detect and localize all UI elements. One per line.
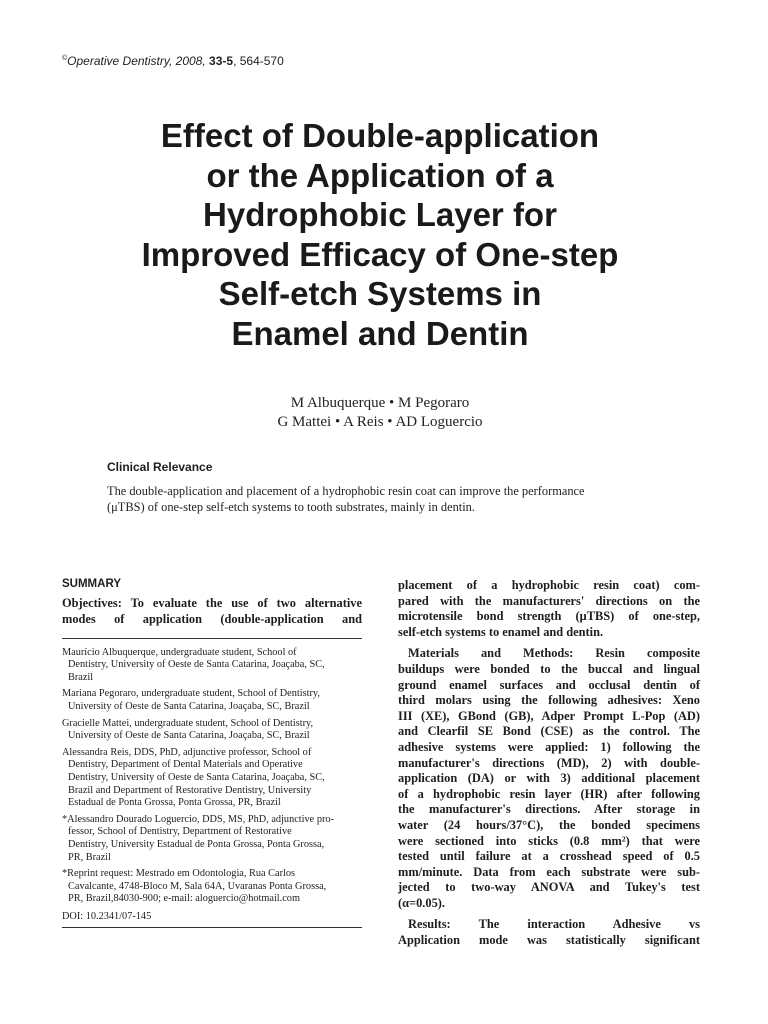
body-line: tested until failure at a crosshead speed of 0.5 bbox=[398, 849, 700, 864]
relevance-line: (μTBS) of one-step self-etch systems to tooth substrates, mainly in dentin. bbox=[107, 500, 475, 514]
summary-heading: SUMMARY bbox=[62, 578, 121, 590]
body-line: water (24 hours/37°C), the bonded specimens bbox=[398, 817, 700, 832]
doi: DOI: 10.2341/07-145 bbox=[62, 910, 152, 922]
objectives-continued bbox=[398, 578, 700, 640]
affiliation-line: Dentistry, Department of Dental Materials and Operative bbox=[68, 759, 303, 771]
affiliation-line: University of Oeste de Santa Catarina, Joaçaba, SC, Brazil bbox=[68, 700, 310, 712]
body-line: buildups were bonded to the buccal and lingual bbox=[398, 661, 700, 676]
body-line: the manufacturer's directions. After storage in bbox=[398, 802, 700, 817]
affiliation-pegoraro bbox=[62, 688, 362, 713]
body-line: third molars using the following adhesives: Xeno bbox=[398, 693, 700, 708]
materials-and-methods bbox=[398, 646, 700, 911]
body-line: and Clearfil SE Bond (CSE) as the control. The bbox=[398, 724, 700, 739]
body-line: pared with the manufacturers' directions on the bbox=[398, 593, 700, 608]
affiliation-line: Cavalcante, 4748-Bloco M, Sala 64A, Uvaranas Ponta Grossa, bbox=[68, 880, 327, 892]
affiliation-line: University of Oeste de Santa Catarina, Joaçaba, SC, Brazil bbox=[68, 730, 310, 742]
affiliation-line: Brazil and Department of Restorative Dentistry, University bbox=[68, 784, 312, 796]
body-line: adhesive systems were applied: 1) following the bbox=[398, 739, 700, 754]
body-line: of a hydrophobic resin layer (HR) after following bbox=[398, 786, 700, 801]
affiliation-line: PR, Brazil,84030-900; e-mail: aloguercio@hotmail.com bbox=[68, 893, 300, 905]
body-line: III (XE), GBond (GB), Adper Prompt L-Pop (AD) bbox=[398, 708, 700, 723]
affiliation-line: Mariana Pegoraro, undergraduate student, School of Dentistry, bbox=[62, 688, 320, 700]
affiliation-albuquerque bbox=[62, 647, 362, 685]
affiliation-reis bbox=[62, 747, 362, 810]
volume-issue: 33-5 bbox=[209, 54, 234, 68]
doi-divider bbox=[62, 927, 362, 928]
title-line: Improved Efficacy of One-step bbox=[141, 235, 619, 273]
body-line: Results: The interaction Adhesive vs bbox=[408, 917, 700, 932]
clinical-relevance-text bbox=[107, 483, 667, 515]
body-line: were sectioned into sticks (0.8 mm²) that were bbox=[398, 833, 700, 848]
affiliation-line: Gracielle Mattei, undergraduate student, School of Dentistry, bbox=[62, 717, 314, 729]
body-line: manufacturer's directions (MD), 2) with double- bbox=[398, 755, 700, 770]
footnote-divider bbox=[62, 638, 362, 639]
results bbox=[398, 917, 700, 948]
clinical-relevance-heading: Clinical Relevance bbox=[107, 460, 213, 474]
left-column bbox=[62, 578, 362, 936]
objectives-line: Objectives: To evaluate the use of two alternative bbox=[62, 596, 362, 610]
title-line: Hydrophobic Layer for bbox=[203, 196, 557, 233]
body-line: Materials and Methods: Resin composite bbox=[408, 646, 700, 661]
affiliation-line: Dentistry, University of Oeste de Santa Catarina, Joaçaba, SC, bbox=[68, 771, 325, 783]
affiliation-loguercio bbox=[62, 814, 362, 864]
body-line: microtensile bond strength (μTBS) of one-step, bbox=[398, 609, 700, 624]
body-line: application (DA) or with 3) additional placement bbox=[398, 771, 700, 786]
affiliation-line: Estadual de Ponta Grossa, Ponta Grossa, PR, Brazil bbox=[68, 797, 281, 809]
body-line: (α=0.05). bbox=[398, 895, 446, 910]
title-line: Enamel and Dentin bbox=[231, 314, 529, 352]
author-line: M Albuquerque • M Pegoraro bbox=[290, 395, 470, 411]
article-title bbox=[60, 116, 700, 353]
author-list bbox=[180, 394, 580, 432]
reprint-request bbox=[62, 868, 362, 906]
body-line: jected to two-way ANOVA and Tukey's test bbox=[398, 880, 700, 895]
affiliation-mattei bbox=[62, 718, 362, 743]
relevance-line: The double-application and placement of a hydrophobic resin coat can improve the performance bbox=[107, 484, 585, 498]
summary-objectives bbox=[62, 596, 362, 628]
body-line: placement of a hydrophobic resin coat) com- bbox=[398, 578, 700, 592]
affiliation-line: Alessandra Reis, DDS, PhD, adjunctive professor, School of bbox=[62, 746, 312, 758]
page-range: , 564-570 bbox=[233, 54, 284, 68]
affiliation-line: *Reprint request: Mestrado em Odontologia, Rua Carlos bbox=[62, 868, 296, 880]
body-line: ground enamel surfaces and occlusal dentin of bbox=[398, 677, 700, 692]
body-line: Application mode was statistically significant bbox=[398, 933, 700, 948]
affiliation-line: Brazil bbox=[68, 671, 94, 683]
affiliation-line: Maurício Albuquerque, undergraduate student, School of bbox=[62, 646, 297, 658]
body-line: self-etch systems to enamel and dentin. bbox=[398, 624, 604, 639]
right-column bbox=[398, 578, 700, 955]
affiliation-line: Dentistry, University Estadual de Ponta Grossa, Ponta Grossa, bbox=[68, 838, 325, 850]
body-line: mm/minute. Data from each substrate were sub- bbox=[398, 864, 700, 879]
journal-name: Operative Dentistry, 2008, bbox=[67, 54, 206, 68]
title-line: Self-etch Systems in bbox=[218, 275, 542, 312]
affiliation-line: fessor, School of Dentistry, Department of Restorative bbox=[68, 826, 292, 838]
journal-citation bbox=[62, 54, 284, 68]
affiliation-line: PR, Brazil bbox=[68, 851, 111, 863]
title-line: Effect of Double-application bbox=[160, 117, 600, 154]
affiliation-line: Dentistry, University of Oeste de Santa Catarina, Joaçaba, SC, bbox=[68, 659, 325, 671]
affiliation-line: *Alessandro Dourado Loguercio, DDS, MS, PhD, adjunctive pro- bbox=[62, 813, 334, 825]
author-line: G Mattei • A Reis • AD Loguercio bbox=[277, 414, 483, 430]
objectives-line: modes of application (double-application and bbox=[62, 611, 362, 626]
copyright-symbol: © bbox=[62, 55, 68, 62]
title-line: or the Application of a bbox=[206, 156, 554, 194]
